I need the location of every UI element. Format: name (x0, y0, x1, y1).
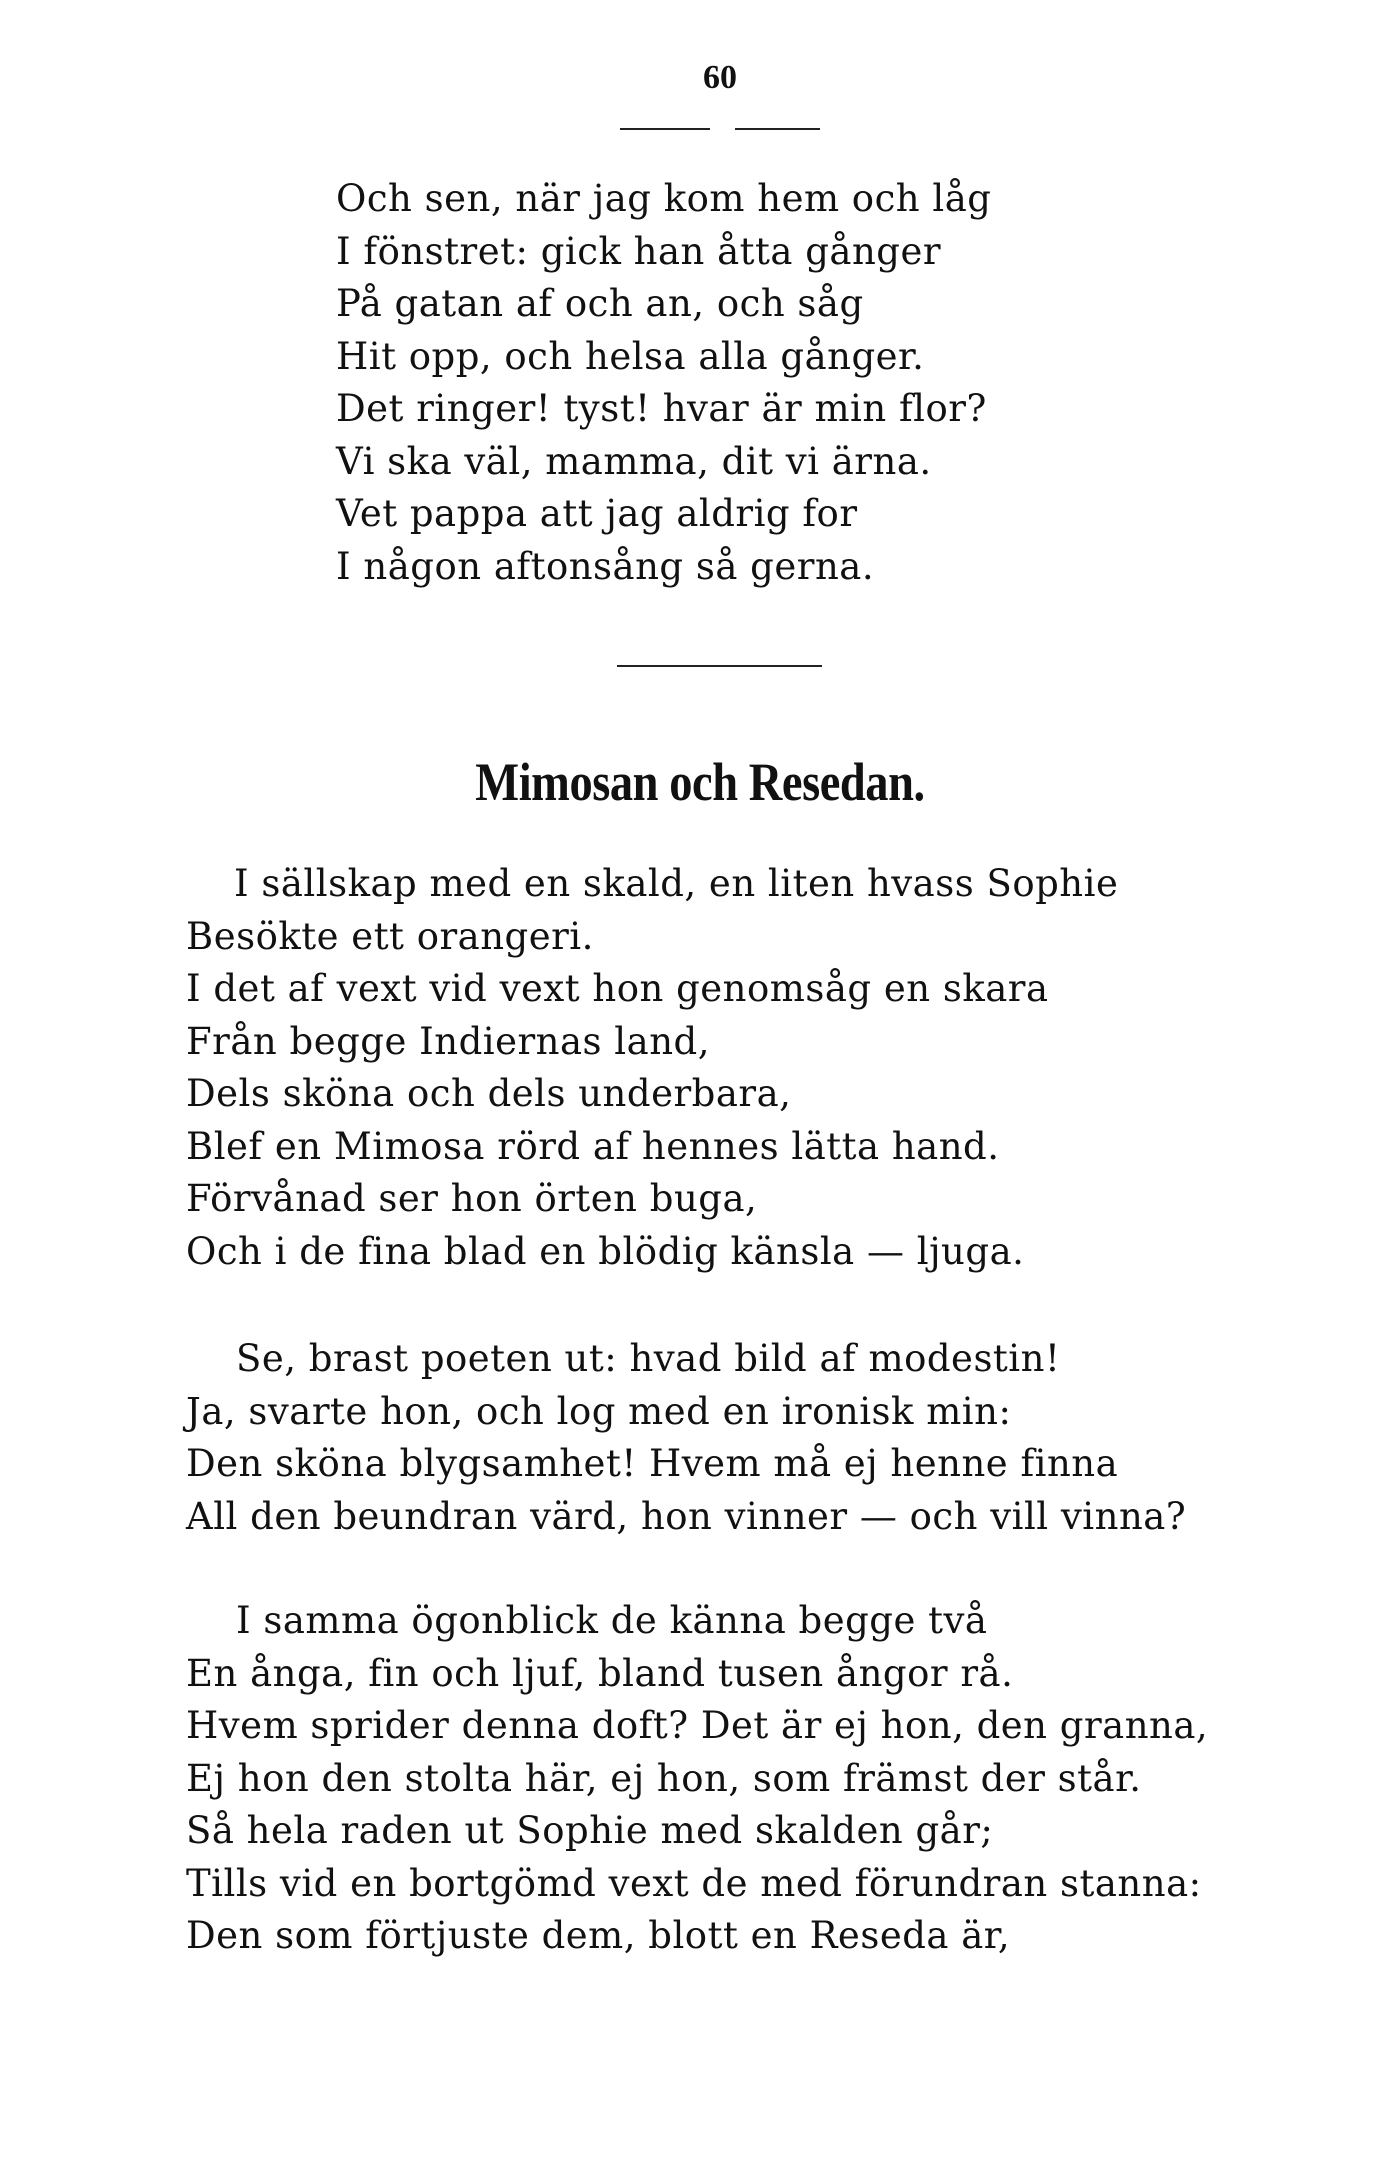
stanza-2 (186, 1333, 1186, 1543)
verse-line: Hit opp, och helsa alla gånger. (336, 334, 925, 378)
verse-line: En ånga, fin och ljuf, bland tusen ångor rå. (186, 1651, 1014, 1695)
verse-line: I någon aftonsång så gerna. (336, 544, 875, 588)
poem-title: Mimosan och Resedan. (475, 752, 925, 812)
verse-line: Hvem sprider denna doft? Det är ej hon, den granna, (186, 1704, 1209, 1747)
verse-line: Så hela raden ut Sophie med skalden går; (186, 1809, 994, 1852)
verse-line: Vet pappa att jag aldrig for (336, 492, 858, 535)
header-rule-left (620, 128, 710, 130)
verse-line: Blef en Mimosa rörd af hennes lätta hand. (186, 1124, 1000, 1168)
stanza-3 (186, 1595, 1208, 1963)
verse-line: I fönstret: gick han åtta gånger (336, 229, 942, 273)
verse-line: Från begge Indiernas land, (186, 1019, 710, 1063)
verse-line: Förvånad ser hon örten buga, (186, 1177, 758, 1220)
verse-line: Besökte ett orangeri. (186, 914, 594, 958)
verse-line: Och sen, när jag kom hem och låg (336, 177, 992, 220)
stanza-1 (186, 858, 1118, 1278)
page-number: 60 (703, 59, 737, 96)
header-rule-right (735, 128, 820, 130)
verse-line: Och i de fina blad en blödig känsla — ljuga. (186, 1229, 1025, 1273)
verse-line: Tills vid en bortgömd vext de med förundran stanna: (186, 1861, 1202, 1905)
verse-line: Det ringer! tyst! hvar är min flor? (336, 387, 987, 430)
section-divider (617, 665, 822, 667)
verse-line: All den beundran värd, hon vinner — och vill vinna? (186, 1494, 1187, 1538)
previous-poem-ending (336, 173, 991, 593)
verse-line: Den som förtjuste dem, blott en Reseda är, (186, 1914, 1011, 1957)
verse-line: I det af vext vid vext hon genomsåg en skara (186, 967, 1049, 1010)
verse-line: I samma ögonblick de känna begge två (236, 1599, 988, 1642)
verse-line: Ja, svarte hon, och log med en ironisk min: (186, 1389, 1012, 1433)
verse-line: Vi ska väl, mamma, dit vi ärna. (336, 439, 932, 483)
verse-line: Se, brast poeten ut: hvad bild af modestin! (236, 1337, 1061, 1380)
verse-line: Ej hon den stolta här, ej hon, som främst der står. (186, 1756, 1142, 1800)
verse-line: I sällskap med en skald, en liten hvass Sophie (234, 862, 1119, 905)
verse-line: Den sköna blygsamhet! Hvem må ej henne finna (186, 1442, 1119, 1485)
verse-line: Dels sköna och dels underbara, (186, 1072, 792, 1115)
verse-line: På gatan af och an, och såg (336, 282, 864, 325)
